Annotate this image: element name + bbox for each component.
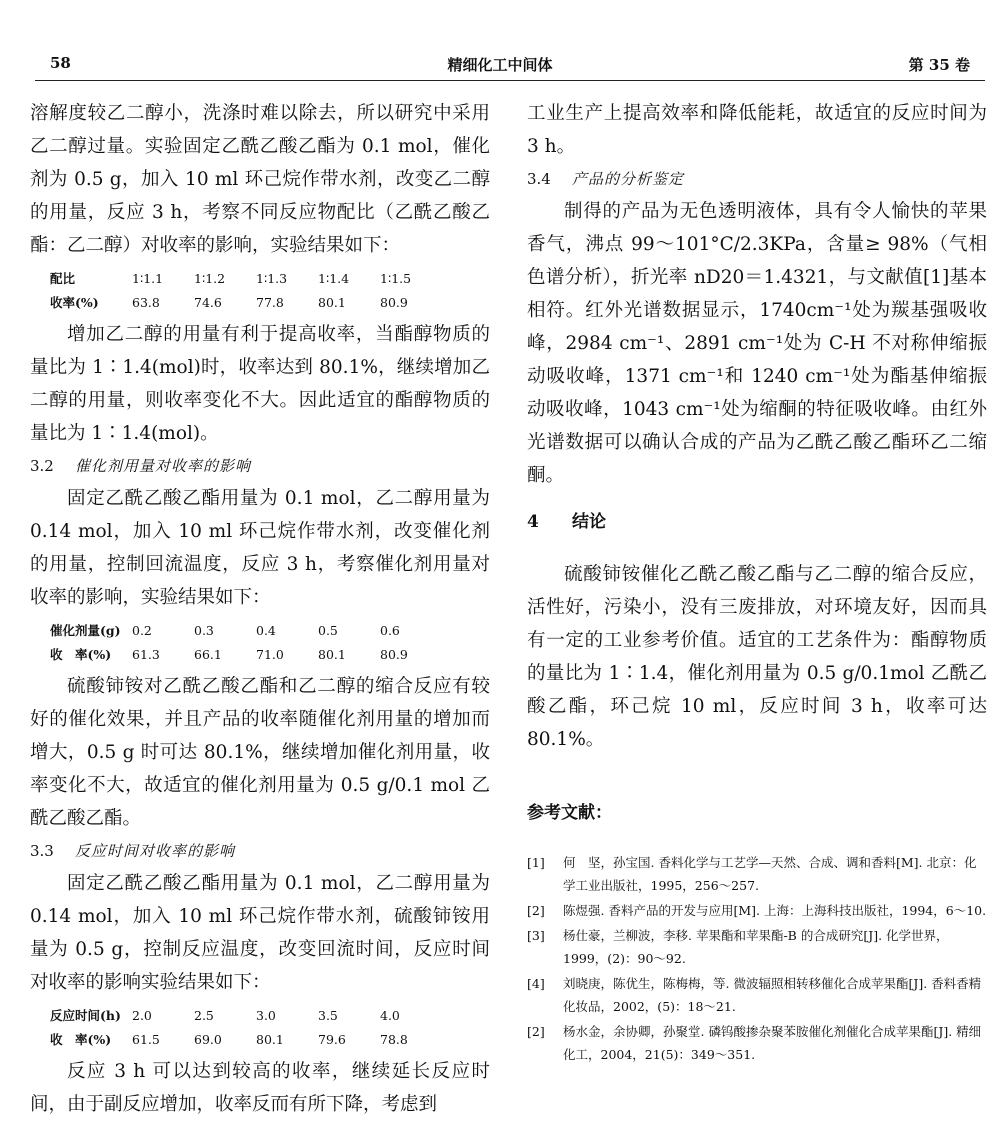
header-rule (35, 80, 985, 81)
table-cell: 63.8 (132, 294, 160, 310)
row-label: 反应时间(h) (50, 1008, 121, 1023)
table-row (50, 642, 442, 666)
reference-number: [1] (527, 855, 545, 870)
table-row (50, 618, 442, 642)
table-cell: 80.9 (380, 294, 408, 310)
table-cell: 61.3 (132, 646, 160, 662)
section-title: 催化剂用量对收率的影响 (75, 457, 252, 475)
section-title: 结论 (572, 512, 606, 532)
reference-text: 杨仕豪，兰柳波，李移. 苹果酯和苹果酯-B 的合成研究[J]. 化学世界，1999，(2)：90～92. (563, 928, 949, 966)
row-label: 催化剂量(g) (50, 623, 121, 638)
section-number: 3.2 (30, 457, 54, 475)
table-cell: 80.1 (318, 646, 346, 662)
section-heading (527, 508, 987, 536)
journal-title: 精细化工中间体 (447, 56, 553, 74)
paragraph: 工业生产上提高效率和降低能耗，故适宜的反应时间为 3 h。 (527, 103, 987, 157)
table-cell: 77.8 (256, 294, 284, 310)
reference-item (527, 972, 987, 1018)
paragraph: 增加乙二醇的用量有利于提高收率，当酯醇物质的量比为 1∶1.4(mol)时，收率达到 80.1%，继续增加乙二醇的用量，则收率变化不大。因此适宜的酯醇物质的量比为 1∶1.4(mol)。 (30, 324, 490, 444)
table-cell: 78.8 (380, 1031, 408, 1047)
right-column (527, 97, 987, 1068)
section-number: 3.3 (30, 842, 54, 860)
reference-number: [2] (527, 903, 545, 918)
table-cell: 66.1 (194, 646, 222, 662)
table-row (50, 290, 442, 314)
catalyst-yield-table (50, 618, 442, 666)
row-label: 收 率(%) (50, 647, 112, 662)
table-cell: 0.3 (194, 622, 214, 638)
table-cell: 3.5 (318, 1007, 338, 1023)
section-heading (527, 165, 987, 193)
row-label: 收率(%) (50, 295, 99, 310)
paragraph: 固定乙酰乙酸乙酯用量为 0.1 mol，乙二醇用量为 0.14 mol，加入 10 ml 环己烷作带水剂，改变催化剂的用量，控制回流温度，反应 3 h，考察催化剂用量对收率的影响，实验结果如下： (30, 488, 490, 608)
time-yield-table (50, 1003, 442, 1051)
paragraph: 固定乙酰乙酸乙酯用量为 0.1 mol，乙二醇用量为 0.14 mol，加入 10 ml 环己烷作带水剂，硫酸铈铵用量为 0.5 g，控制反应温度，改变回流时间，反应时间对收率的影响实验结果如下： (30, 873, 490, 993)
table-cell: 3.0 (256, 1007, 276, 1023)
section-number: 3.4 (527, 170, 551, 188)
table-cell: 1∶1.4 (318, 270, 350, 286)
reference-text: 杨水金，余协卿，孙聚堂. 磷钨酸掺杂聚苯胺催化剂催化合成苹果酯[J]. 精细化工，2004，21(5)：349～351. (563, 1024, 982, 1062)
reference-item (527, 851, 987, 897)
table-cell: 71.0 (256, 646, 284, 662)
references-list (527, 851, 987, 1066)
paragraph: 溶解度较乙二醇小，洗涤时难以除去，所以研究中采用乙二醇过量。实验固定乙酰乙酸乙酯为 0.1 mol，催化剂为 0.5 g，加入 10 ml 环己烷作带水剂，改变乙二醇的用量，反应 3 h，考察不同反应物配比（乙酰乙酸乙酯：乙二醇）对收率的影响，实验结果如下： (30, 103, 490, 256)
paragraph: 硫酸铈铵对乙酰乙酸乙酯和乙二醇的缩合反应有较好的催化效果，并且产品的收率随催化剂用量的增加而增大，0.5 g 时可达 80.1%，继续增加催化剂用量，收率变化不大，故适宜的催化剂用量为 0.5 g/0.1 mol 乙酰乙酸乙酯。 (30, 676, 490, 829)
reference-item (527, 924, 987, 970)
table-row (50, 266, 442, 290)
table-cell: 0.5 (318, 622, 338, 638)
row-label: 收 率(%) (50, 1032, 112, 1047)
reference-text: 何 坚，孙宝国. 香料化学与工艺学—天然、合成、调和香料[M]. 北京：化学工业出版社，1995，256～257. (563, 855, 977, 893)
table-cell: 79.6 (318, 1031, 346, 1047)
table-cell: 1∶1.2 (194, 270, 226, 286)
row-label: 配比 (50, 271, 76, 286)
table-cell: 1∶1.5 (380, 270, 412, 286)
section-title: 产品的分析鉴定 (572, 170, 685, 188)
table-cell: 1∶1.3 (256, 270, 288, 286)
table-cell: 2.0 (132, 1007, 152, 1023)
reference-number: [3] (527, 928, 545, 943)
table-cell: 4.0 (380, 1007, 400, 1023)
table-cell: 80.9 (380, 646, 408, 662)
ratio-yield-table (50, 266, 442, 314)
table-cell: 80.1 (256, 1031, 284, 1047)
table-cell: 69.0 (194, 1031, 222, 1047)
reference-number: [4] (527, 976, 545, 991)
table-cell: 74.6 (194, 294, 222, 310)
references-title: 参考文献： (527, 803, 612, 823)
table-cell: 0.2 (132, 622, 152, 638)
section-number: 4 (527, 512, 539, 532)
volume-label: 第 35 卷 (908, 56, 970, 74)
table-cell: 2.5 (194, 1007, 214, 1023)
table-cell: 1∶1.1 (132, 270, 164, 286)
table-cell: 0.4 (256, 622, 276, 638)
left-column (30, 97, 490, 1121)
section-title: 反应时间对收率的影响 (75, 842, 236, 860)
reference-number: [2] (527, 1024, 545, 1039)
table-cell: 61.5 (132, 1031, 160, 1047)
paragraph: 制得的产品为无色透明液体，具有令人愉快的苹果香气，沸点 99～101°C/2.3KPa，含量≥ 98%（气相色谱分析），折光率 nD20＝1.4321，与文献值[1]基本相符。红外光谱数据显示，1740cm⁻¹处为羰基强吸收峰，2984 cm⁻¹、2891 cm⁻¹处为 C-H 不对称伸缩振动吸收峰，1371 cm⁻¹和 1240 cm⁻¹处为酯基伸缩振动吸收峰，1043 cm⁻¹处为缩酮的特征吸收峰。由红外光谱数据可以确认合成的产品为乙酰乙酸乙酯环乙二缩酮。 (527, 201, 987, 486)
paragraph: 硫酸铈铵催化乙酰乙酸乙酯与乙二醇的缩合反应，活性好，污染小，没有三废排放，对环境友好，因而具有一定的工业参考价值。适宜的工艺条件为：酯醇物质的量比为 1∶1.4，催化剂用量为 0.5 g/0.1mol 乙酰乙酸乙酯，环己烷 10 ml，反应时间 3 h，收率可达 80.1%。 (527, 564, 987, 750)
section-heading (30, 837, 490, 865)
reference-text: 陈煜强. 香料产品的开发与应用[M]. 上海：上海科技出版社，1994，6～10. (563, 903, 987, 918)
page-header (0, 0, 1000, 80)
table-row (50, 1027, 442, 1051)
reference-text: 刘晓庚，陈优生，陈梅梅，等. 微波辐照相转移催化合成苹果酯[J]. 香料香精化妆品，2002，(5)：18～21. (563, 976, 982, 1014)
section-heading (30, 452, 490, 480)
table-cell: 0.6 (380, 622, 400, 638)
paragraph: 反应 3 h 可以达到较高的收率，继续延长反应时间，由于副反应增加，收率反而有所下降，考虑到 (30, 1061, 490, 1115)
page-number: 58 (50, 54, 71, 72)
reference-item (527, 1020, 987, 1066)
reference-item (527, 899, 987, 922)
table-row (50, 1003, 442, 1027)
table-cell: 80.1 (318, 294, 346, 310)
